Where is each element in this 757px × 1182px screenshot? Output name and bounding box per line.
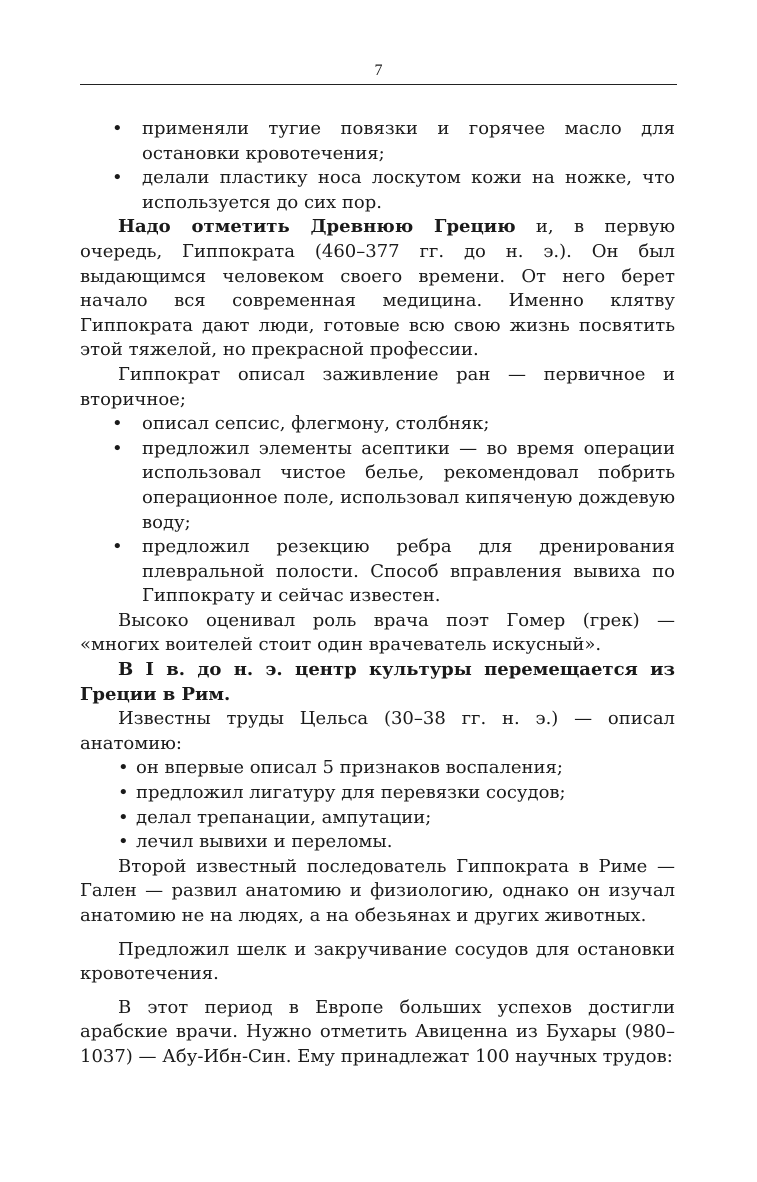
paragraph-celsus: Известны труды Цельса (30–38 гг. н. э.) — описал анатомию: — [80, 708, 675, 754]
bullet-icon: • — [118, 782, 129, 804]
list-item — [80, 806, 675, 831]
list-item — [80, 412, 675, 437]
bullet-icon: • — [118, 757, 129, 779]
paragraph-rome-heading — [80, 658, 675, 707]
bullet-icon: • — [112, 437, 123, 459]
list-item-text: описал сепсис, флегмону, столбняк; — [142, 413, 490, 435]
bold-lead: Надо отметить Древнюю Грецию — [118, 216, 516, 238]
paragraph-hippocrates-wounds: Гиппократ описал заживление ран — первичное и вторичное; — [80, 363, 675, 410]
page-number: 7 — [374, 62, 383, 79]
paragraph-galen: Второй известный последователь Гиппократа в Риме — Гален — развил анатомию и физиологию, однако он изучал анатомию не на людях, а на обезьянах и других животных. — [80, 855, 675, 926]
bullet-icon: • — [112, 167, 123, 189]
paragraph-greece — [80, 215, 675, 363]
list-item-text: делали пластику носа лоскутом кожи на ножке, что используется до сих пор. — [142, 167, 675, 213]
list-item — [80, 535, 675, 609]
bullet-icon: • — [112, 536, 123, 558]
list-item-text: предложил элементы асептики — во время операции использовал чистое белье, рекомендовал побрить операционное поле, использовал кипяченую дождевую воду; — [142, 437, 675, 533]
list-item — [80, 166, 675, 215]
bullet-icon: • — [112, 413, 123, 435]
bold-lead: В I в. до н. э. центр культуры перемещается из Греции в Рим. — [80, 659, 675, 705]
list-item — [80, 781, 675, 806]
list-item-text: применяли тугие повязки и горячее масло для остановки кровотечения; — [142, 118, 675, 164]
list-item — [80, 437, 675, 535]
bullet-list-celsus — [80, 756, 675, 854]
list-item-text: он впервые описал 5 признаков воспаления; — [136, 757, 563, 779]
paragraph-text: и, в первую очередь, Гиппократа (460–377 гг. до н. э.). Он был выдающимся человеком своего времени. От него берет начало вся современная медицина. Именно клятву Гиппократа дают люди, готовые всю свою жизнь посвятить этой тяжелой, но прекрасной профессии. — [80, 216, 675, 361]
list-item-text: лечил вывихи и переломы. — [136, 831, 393, 853]
list-item-text: предложил лигатуру для перевязки сосудов; — [136, 782, 566, 804]
list-item — [80, 117, 675, 166]
list-item — [80, 830, 675, 855]
header-rule — [80, 84, 677, 85]
bullet-icon: • — [118, 831, 129, 853]
list-item-text: предложил резекцию ребра для дренирования плевральной полости. Способ вправления вывиха по Гиппократу и сейчас известен. — [142, 536, 675, 607]
paragraph-avicenna: В этот период в Европе больших успехов достигли арабские врачи. Нужно отметить Авиценна из Бухары (980–1037) — Абу-Ибн-Син. Ему принадлежат 100 научных трудов: — [80, 996, 675, 1067]
bullet-icon: • — [112, 118, 123, 139]
paragraph-homer: Высоко оценивал роль врача поэт Гомер (грек) — «многих воителей стоит один врачеватель искусный». — [80, 609, 675, 656]
bullet-icon: • — [118, 806, 129, 828]
bullet-list-ancient-practices — [80, 117, 675, 215]
page-body — [80, 117, 675, 1070]
list-item — [80, 756, 675, 781]
bullet-list-hippocrates — [80, 412, 675, 609]
list-item-text: делал трепанации, ампутации; — [136, 806, 432, 828]
paragraph-galen-silk: Предложил шелк и закручивание сосудов для остановки кровотечения. — [80, 938, 675, 985]
